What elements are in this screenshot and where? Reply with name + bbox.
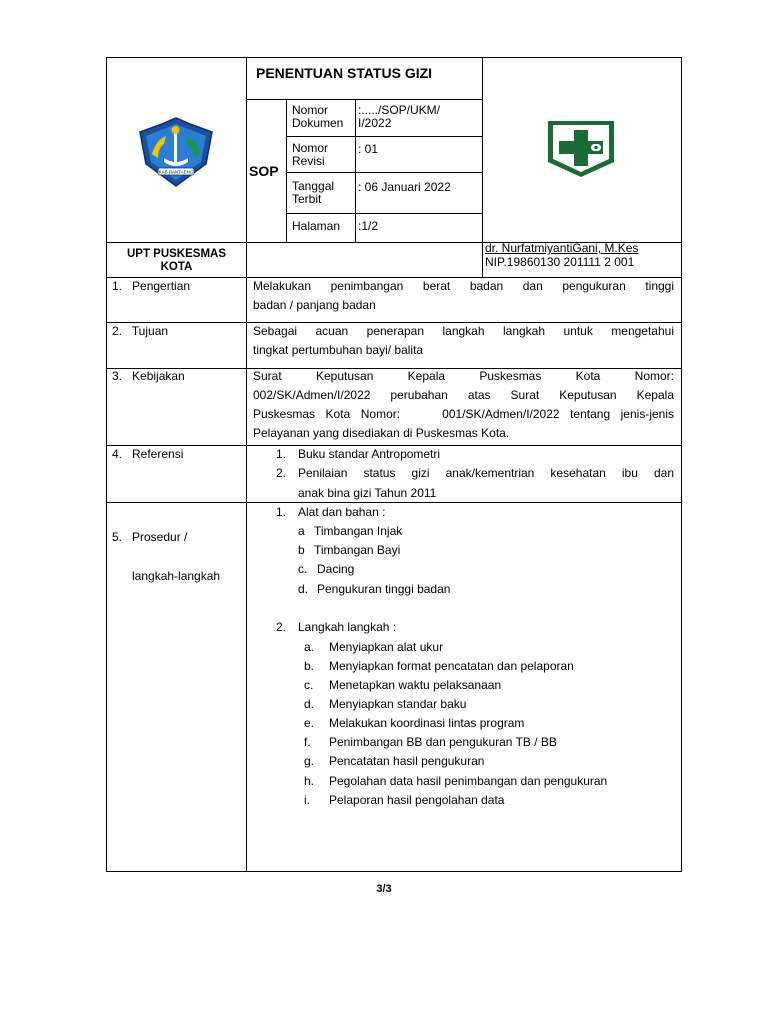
langkah-item-letter: h. [304,774,315,788]
section-label-pengertian: 1. Pengertian [112,279,191,293]
regency-emblem [134,114,218,190]
alat-item: Pengukuran tinggi badan [317,582,451,596]
page-number: 3/3 [376,883,392,895]
prosedur-step-1-title: Alat dan bahan : [298,505,386,519]
signer-nip: NIP.19860130 201111 2 001 [485,255,635,269]
langkah-item-letter: a. [304,640,315,654]
referensi-item-1: Buku standar Antropometri [298,447,441,461]
tujuan-line-1: Sebagai acuan penerapan langkah langkah untuk mengetahui [253,324,674,338]
langkah-item: Menyiapkan standar baku [329,697,467,711]
alat-item-letter: b [298,543,305,557]
langkah-item: Pegolahan data hasil penimbangan dan pengukuran [329,774,608,788]
kebijakan-line-1: Surat Keputusan Kepala Puskesmas Kota Nomor: [253,369,674,383]
pengertian-line-1: Melakukan penimbangan berat badan dan pengukuran tinggi [253,279,674,293]
langkah-item-letter: i. [304,793,310,807]
meta-value-halaman: :1/2 [358,219,379,233]
langkah-item: Menyiapkan format pencatatan dan pelaporan [329,659,574,673]
alat-item: Dacing [317,562,355,576]
alat-item-letter: a [298,524,305,538]
prosedur-step-2-title: Langkah langkah : [298,620,397,634]
section-label-tujuan: 2. Tujuan [112,324,169,338]
prosedur-step-1-num: 1. [276,505,287,519]
referensi-item-2-num: 2. [276,466,287,480]
alat-item-letter: c. [298,562,308,576]
puskesmas-logo [543,115,619,179]
puskesmas-cross-icon [543,115,619,179]
langkah-item-letter: f. [304,735,311,749]
kebijakan-line-2: 002/SK/Admen/I/2022 perubahan atas Surat Keputusan Kepala [253,388,674,402]
langkah-item-letter: g. [304,754,315,768]
prosedur-step-2-num: 2. [276,620,287,634]
referensi-item-1-num: 1. [276,447,287,461]
alat-item: Timbangan Bayi [314,543,401,557]
referensi-item-2-line-1: Penilaian status gizi anak/kementrian kesehatan ibu dan [298,466,674,480]
langkah-item-letter: b. [304,659,315,673]
meta-value-nomor-revisi: : 01 [358,142,379,156]
langkah-item-letter: e. [304,716,315,730]
section-label-kebijakan: 3. Kebijakan [112,369,185,383]
langkah-item: Pencatatan hasil pengukuran [329,754,485,768]
meta-label-nomor-revisi: Nomor Revisi [292,141,329,168]
alat-item: Timbangan Injak [314,524,403,538]
referensi-item-2-line-2: anak bina gizi Tahun 2011 [298,486,437,500]
section-label-prosedur: 5. Prosedur / langkah-langkah [112,530,221,583]
meta-label-halaman: Halaman [292,219,341,233]
pengertian-line-2: badan / panjang badan [253,298,376,312]
langkah-item-letter: c. [304,678,314,692]
meta-value-tanggal-terbit: : 06 Januari 2022 [358,180,451,194]
tujuan-line-2: tingkat pertumbuhan bayi/ balita [253,343,424,357]
meta-label-tanggal-terbit: Tanggal Terbit [292,179,335,206]
kebijakan-line-4: Pelayanan yang disediakan di Puskesmas Kota. [253,426,510,440]
section-label-referensi: 4. Referensi [112,447,184,461]
emblem-icon [134,114,218,190]
organization-name: UPT PUSKESMAS KOTA [126,248,227,273]
langkah-item: Menyiapkan alat ukur [329,640,444,654]
meta-label-nomor-dokumen: Nomor Dokumen [292,103,344,130]
langkah-item: Pelaporan hasil pengolahan data [329,793,505,807]
langkah-item: Penimbangan BB dan pengukuran TB / BB [329,735,557,749]
alat-item-letter: d. [298,582,309,596]
langkah-item: Menetapkan waktu pelaksanaan [329,678,502,692]
emblem-text: KAB BANTAENG [158,169,194,175]
langkah-item-letter: d. [304,697,315,711]
kebijakan-line-3: Puskesmas Kota Nomor: 001/SK/Admen/I/2022 tentang jenis-jenis [253,407,674,421]
langkah-item: Melakukan koordinasi lintas program [329,716,525,730]
document-title: PENENTUAN STATUS GIZI [256,65,433,81]
signer-name: dr. NurfatmiyantiGani, M.Kes [485,241,639,255]
meta-value-nomor-dokumen: :...../SOP/UKM/ I/2022 [358,103,441,130]
sop-label: SOP [249,163,279,179]
